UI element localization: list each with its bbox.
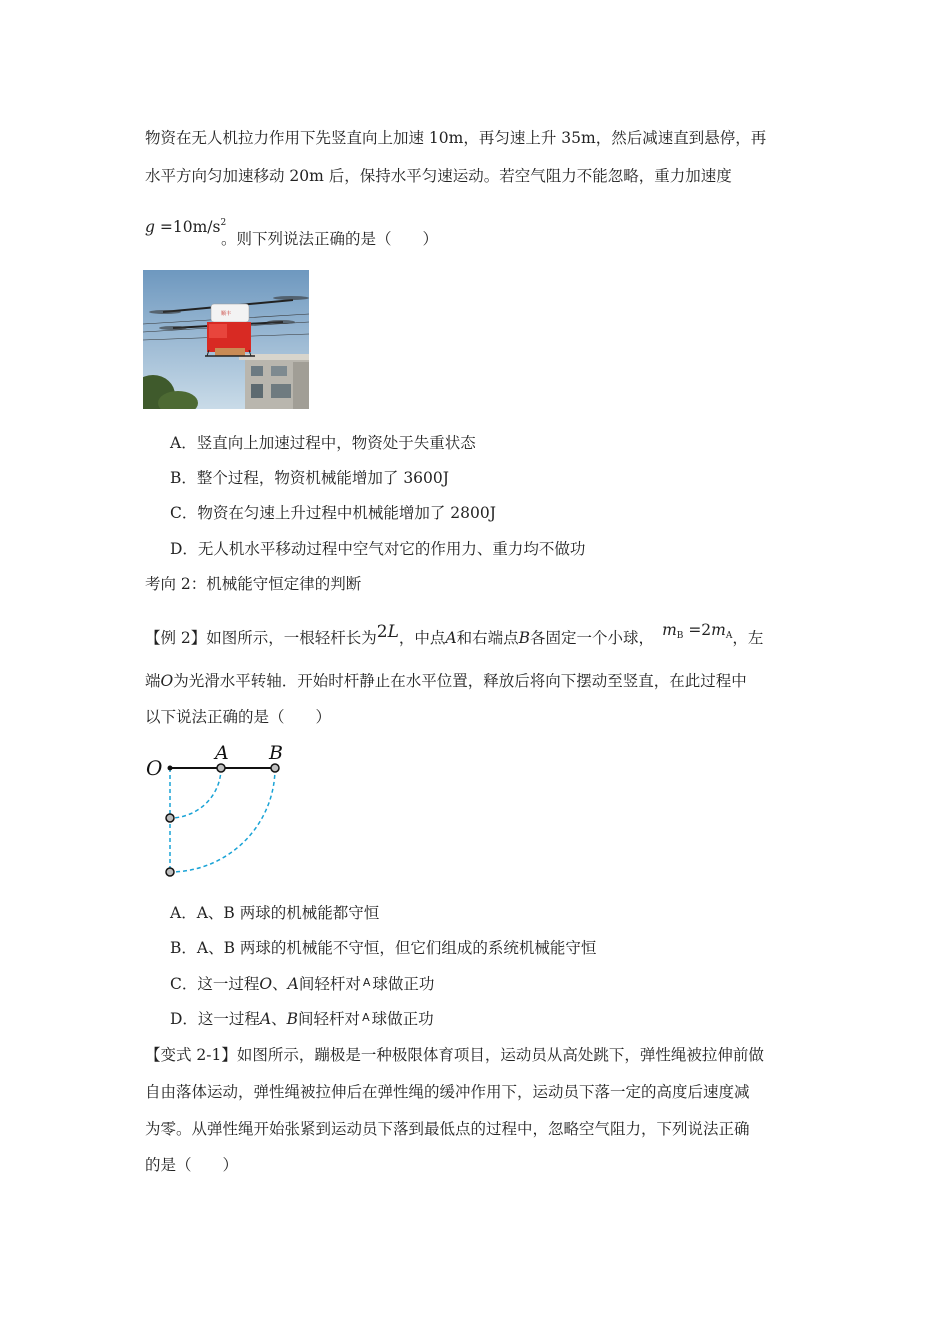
example2-option-c bbox=[170, 973, 434, 994]
option-c-text3: 球做正功 bbox=[372, 975, 435, 993]
mass-sub-b: B bbox=[676, 631, 684, 641]
example2-endpoint-text: 和右端点 bbox=[456, 629, 519, 647]
example2-line3: 以下说法正确的是（ ） bbox=[145, 708, 332, 726]
diagram-label-o: O bbox=[146, 756, 163, 780]
example2-option-b: B．A、B 两球的机械能不守恒，但它们组成的系统机械能守恒 bbox=[170, 939, 597, 957]
pivot-o bbox=[168, 766, 173, 771]
option-c-point-a: A bbox=[287, 975, 299, 993]
option-c-point-o: O bbox=[259, 975, 273, 993]
section-heading: 考向 2：机械能守恒定律的判断 bbox=[145, 575, 362, 593]
example2-line1 bbox=[145, 620, 763, 648]
point-b: B bbox=[518, 629, 531, 647]
option-d-point-a: A bbox=[259, 1010, 272, 1028]
example2-option-d bbox=[170, 1008, 434, 1029]
option-d-text2: 间轻杆对 bbox=[298, 1010, 361, 1028]
ball-a bbox=[217, 764, 225, 772]
example2-midpoint-text: ，中点 bbox=[398, 629, 446, 647]
diagram-label-b: B bbox=[269, 742, 283, 764]
mass-symbol-a: m bbox=[711, 621, 726, 639]
option-c-sep: 、 bbox=[272, 975, 288, 993]
rod-length-symbol: L bbox=[387, 622, 399, 642]
arc-a bbox=[170, 768, 221, 818]
option-d-text1: D．这一过程 bbox=[170, 1010, 260, 1028]
option-d-sep: 、 bbox=[271, 1010, 287, 1028]
example2-left-text: ，左 bbox=[732, 629, 764, 647]
problem1-line3-tail: 。则下列说法正确的是（ ） bbox=[221, 230, 439, 248]
option-c-text1: C．这一过程 bbox=[170, 975, 260, 993]
problem1-option-b: B．整个过程，物资机械能增加了 3600J bbox=[170, 469, 449, 487]
variant-line3: 为零。从弹性绳开始张紧到运动员下落到最低点的过程中，忽略空气阻力，下列说法正确 bbox=[145, 1120, 750, 1138]
mass-symbol-b: m bbox=[662, 621, 677, 639]
drone-box-text: 顺丰 bbox=[221, 311, 232, 317]
ball-b bbox=[271, 764, 279, 772]
rod-length-coef: 2 bbox=[376, 622, 388, 642]
mass-equation: =2 bbox=[683, 621, 712, 639]
point-a: A bbox=[445, 629, 457, 647]
variant-line1: 【变式 2-1】如图所示，蹦极是一种极限体育项目，运动员从高处跳下，弹性绳被拉伸前做 bbox=[145, 1046, 764, 1064]
ball-a-bottom bbox=[166, 814, 174, 822]
example2-axis-text: 为光滑水平转轴．开始时杆静止在水平位置，释放后将向下摆动至竖直，在此过程中 bbox=[173, 672, 747, 690]
example2-intro: 【例 2】如图所示，一根轻杆长为 bbox=[145, 629, 377, 647]
option-d-small-a: A bbox=[362, 1011, 370, 1024]
g-exponent: 2 bbox=[220, 218, 227, 228]
lever-diagram bbox=[140, 735, 300, 885]
g-value: =10m/s bbox=[154, 218, 221, 236]
example2-line2 bbox=[145, 671, 747, 691]
g-symbol: g bbox=[145, 218, 155, 236]
variant-line4: 的是（ ） bbox=[145, 1156, 239, 1174]
drone-photo bbox=[143, 270, 309, 409]
ball-b-bottom bbox=[166, 868, 174, 876]
problem1-option-a: A．竖直向上加速过程中，物资处于失重状态 bbox=[170, 434, 476, 452]
problem1-line3 bbox=[145, 213, 226, 237]
problem1-option-d: D．无人机水平移动过程中空气对它的作用力、重力均不做功 bbox=[170, 540, 586, 558]
example2-option-a: A．A、B 两球的机械能都守恒 bbox=[170, 904, 380, 922]
example2-end-text: 端 bbox=[145, 672, 161, 690]
option-d-point-b: B bbox=[286, 1010, 299, 1028]
problem1-line1: 物资在无人机拉力作用下先竖直向上加速 10m，再匀速上升 35m，然后减速直到悬停，再 bbox=[145, 129, 767, 147]
point-o: O bbox=[160, 672, 174, 690]
option-c-small-a: A bbox=[362, 976, 371, 989]
variant-line2: 自由落体运动，弹性绳被拉伸后在弹性绳的缓冲作用下，运动员下落一定的高度后速度减 bbox=[145, 1083, 750, 1101]
diagram-label-a: A bbox=[215, 742, 229, 764]
problem1-option-c: C．物资在匀速上升过程中机械能增加了 2800J bbox=[170, 504, 496, 522]
option-d-text3: 球做正功 bbox=[371, 1010, 434, 1028]
mass-sub-a: A bbox=[725, 631, 733, 641]
problem1-line2: 水平方向匀加速移动 20m 后，保持水平匀速运动。若空气阻力不能忽略，重力加速度 bbox=[145, 167, 732, 185]
arc-b bbox=[170, 768, 275, 872]
option-c-text2: 间轻杆对 bbox=[298, 975, 361, 993]
example2-balls-text: 各固定一个小球， bbox=[530, 629, 655, 647]
